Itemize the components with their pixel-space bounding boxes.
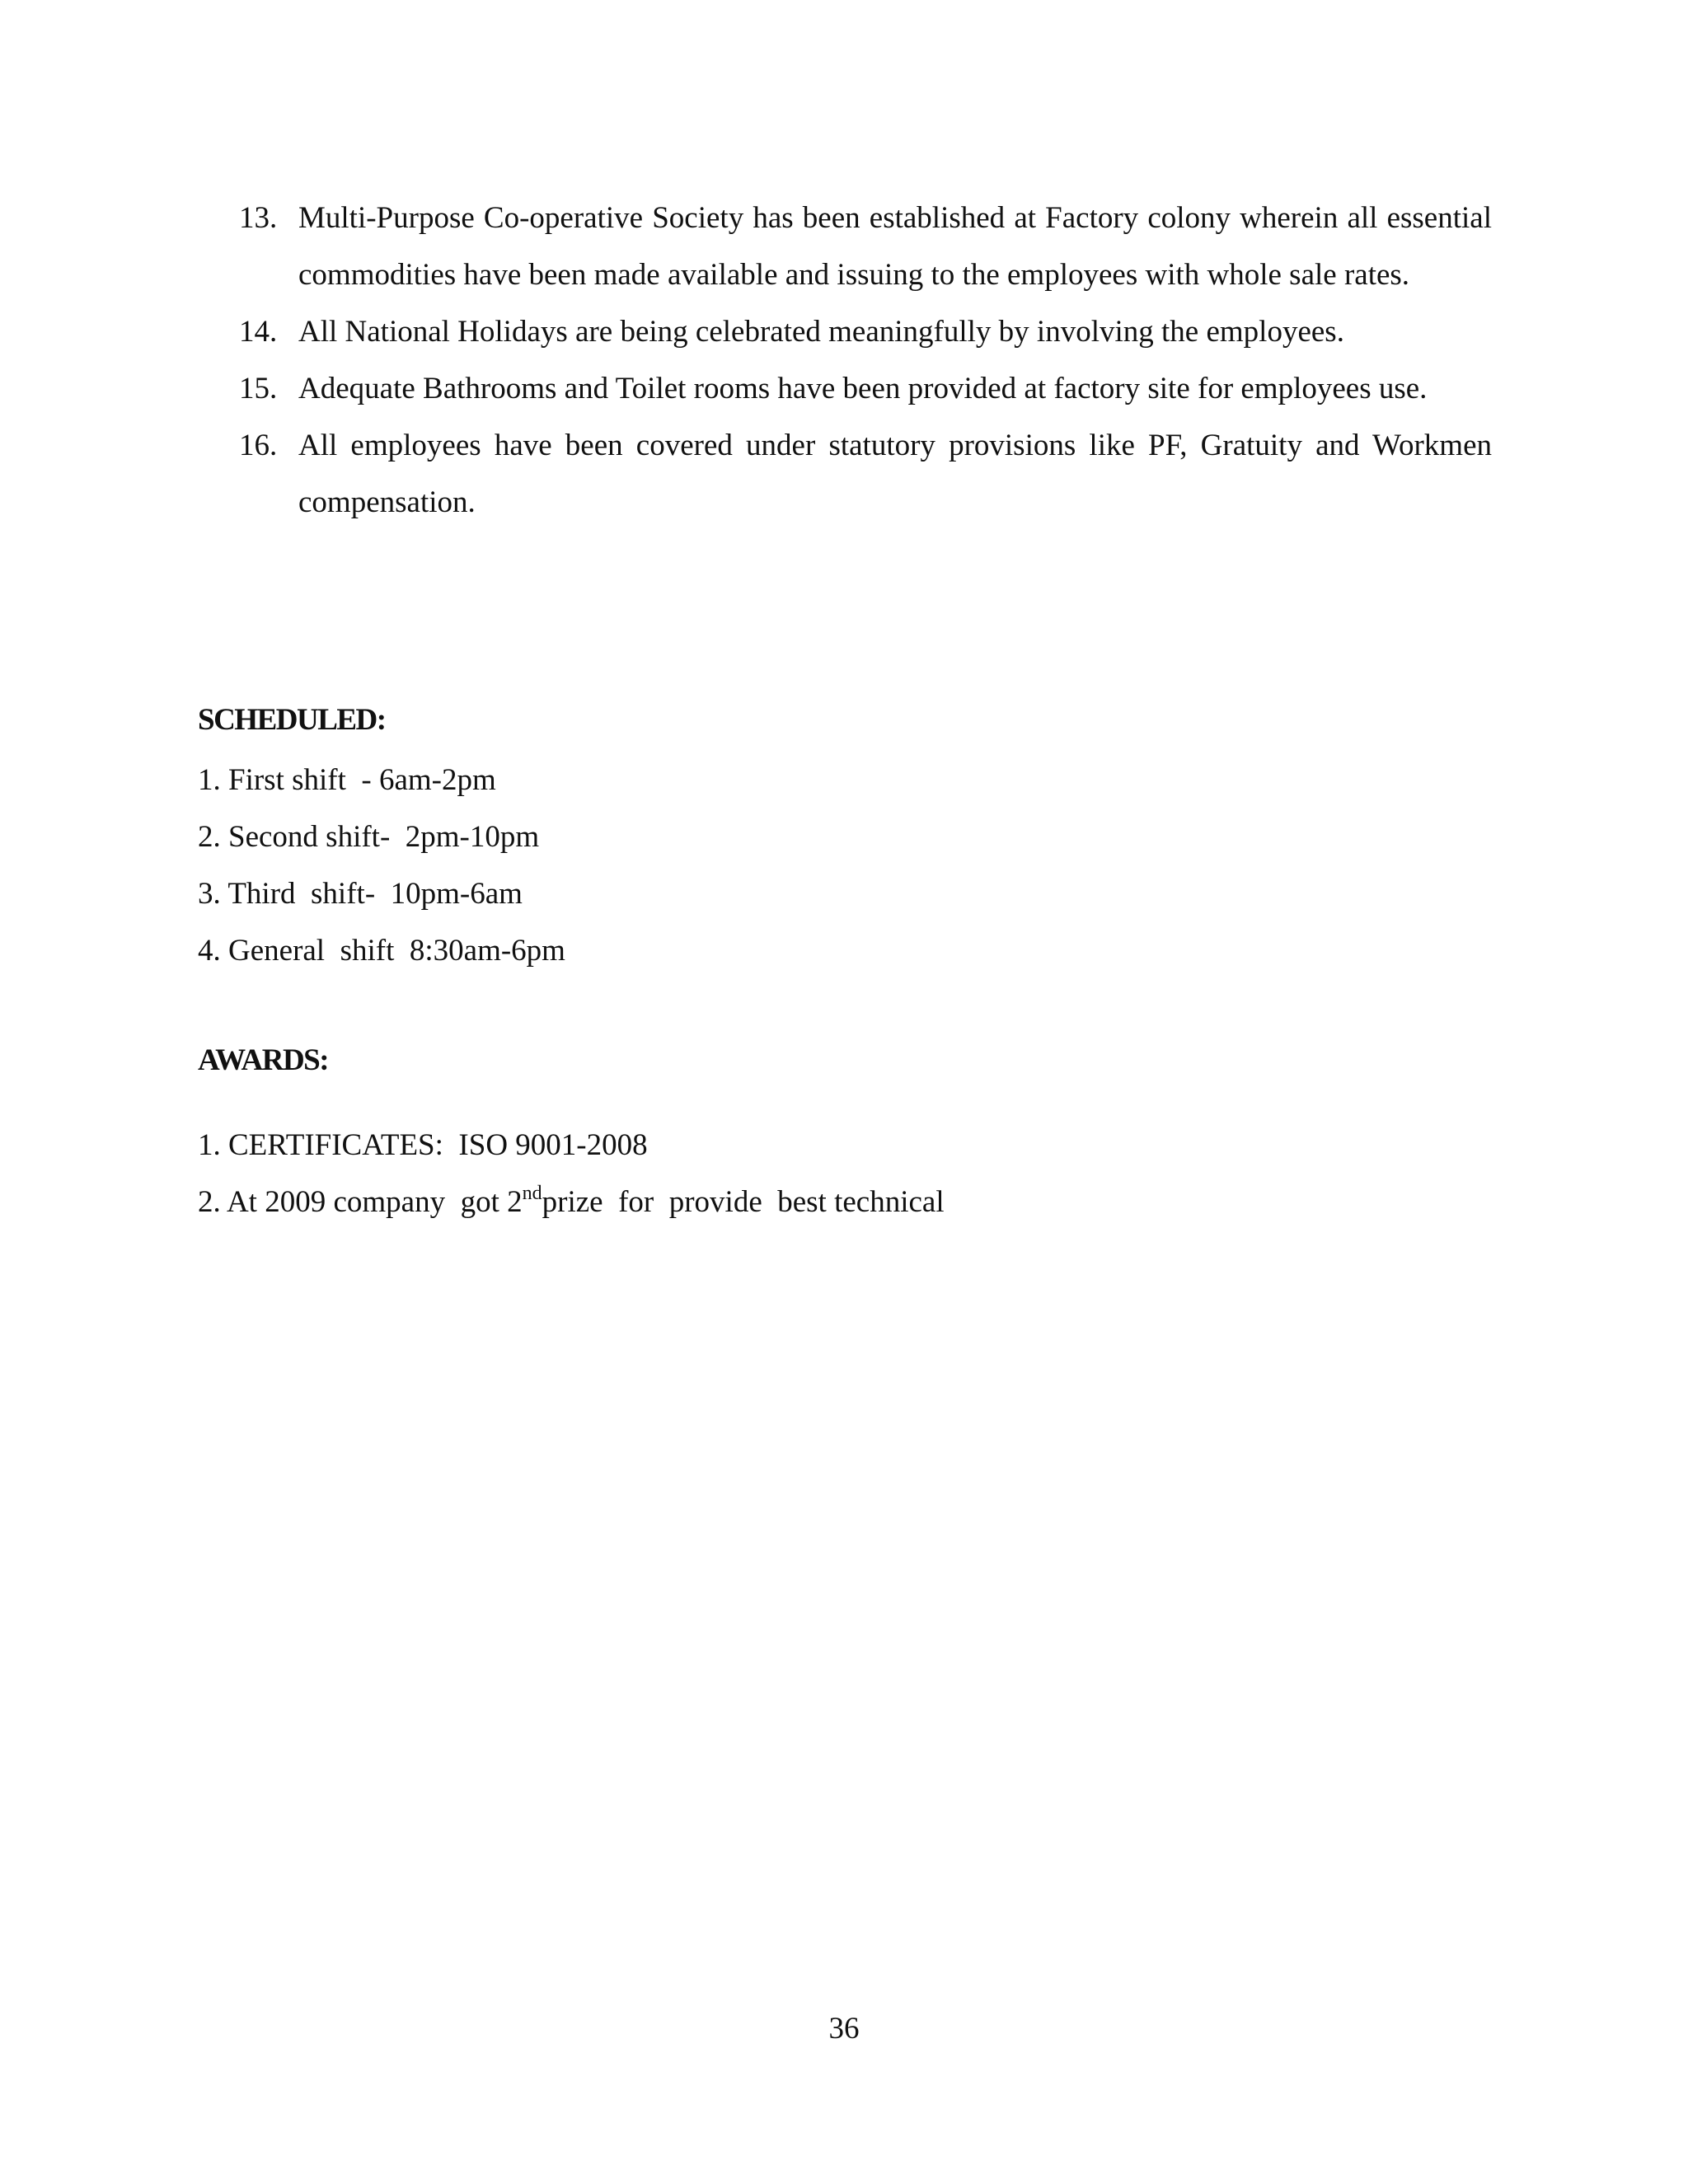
list-item-text: All National Holidays are being celebrated meaningfully by involving the employees. [298,315,1344,349]
shift-item: 1. First shift - 6am-2pm [198,763,496,797]
welfare-numbered-list [239,190,1492,531]
shift-item: 3. Third shift- 10pm-6am [198,877,523,911]
list-item-number: 16. [239,429,278,462]
award-item-text: prize for provide best technical [542,1185,945,1219]
shift-schedule-list [198,752,565,979]
ordinal-superscript: nd [522,1183,542,1204]
list-item-text: All employees have been covered under statutory provisions like PF, Gratuity and Workmen compensation. [298,429,1492,519]
page-number: 36 [828,2012,860,2046]
award-item: 1. CERTIFICATES: ISO 9001-2008 [198,1128,648,1162]
scheduled-heading: SCHEDULED: [198,703,386,737]
shift-item: 4. General shift 8:30am-6pm [198,934,565,968]
list-item [239,417,1492,531]
shift-item: 2. Second shift- 2pm-10pm [198,820,540,854]
list-item-number: 13. [239,201,278,235]
list-item-number: 14. [239,315,278,349]
list-item-text: Adequate Bathrooms and Toilet rooms have been provided at factory site for employees use. [298,372,1428,405]
award-item [198,1174,945,1230]
list-item [239,303,1492,360]
awards-heading: AWARDS: [198,1043,329,1077]
list-item [239,360,1492,417]
list-item [239,190,1492,303]
list-item-text: Multi-Purpose Co-operative Society has been established at Factory colony wherein all essential commodities have been made available and issuing to the employees with whole sale rates. [298,201,1492,292]
awards-list [198,1117,945,1230]
award-item-text: 2. At 2009 company got 2 [198,1185,523,1219]
list-item-number: 15. [239,372,278,405]
